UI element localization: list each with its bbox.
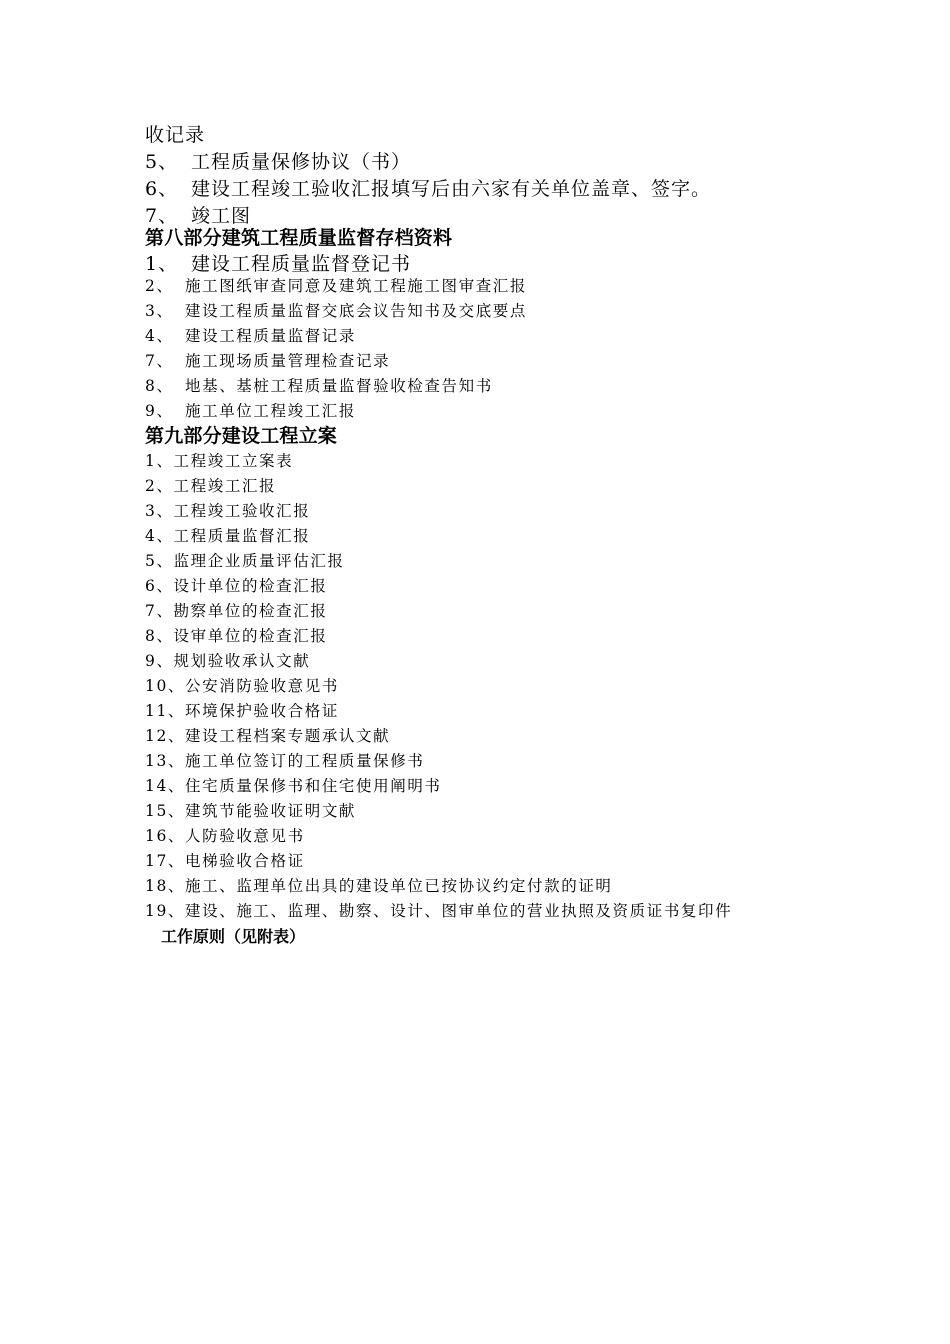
list-item: 16、人防验收意见书 [145,827,305,845]
list-item: 13、施工单位签订的工程质量保修书 [145,752,425,770]
item-text: 建设工程质量监督交底会议告知书及交底要点 [185,302,528,320]
work-principles-heading: 工作原则（见附表） [161,927,306,946]
list-item: 5、监理企业质量评估汇报 [145,552,345,570]
list-item: 2、工程竣工汇报 [145,477,277,495]
part9-list [145,449,925,924]
list-item: 4、工程质量监督汇报 [145,527,311,545]
list-item: 18、施工、监理单位出具的建设单位已按协议约定付款的证明 [145,877,613,895]
list-item: 10、公安消防验收意见书 [145,677,339,695]
list-item: 19、建设、施工、监理、勘察、设计、图审单位的营业执照及资质证书复印件 [145,902,733,920]
list-item [145,324,925,349]
item-text: 建设工程竣工验收汇报填写后由六家有关单位盖章、签字。 [191,178,712,200]
list-item: 12、建设工程档案专题承认文献 [145,727,391,745]
item-text: 施工现场质量管理检查记录 [185,352,391,370]
list-item [145,399,925,424]
item-number: 7、 [145,352,174,370]
continuation-list [145,122,925,230]
item-text: 施工单位工程竣工汇报 [185,402,357,420]
list-item [145,374,925,399]
list-item: 7、勘察单位的检查汇报 [145,602,328,620]
part8-section [145,225,925,278]
list-item: 11、环境保护验收合格证 [145,702,339,720]
part9-heading: 第九部分建设工程立案 [145,425,338,447]
item-text: 建设工程质量监督记录 [185,327,357,345]
item-text: 施工图纸审查同意及建筑工程施工图审查汇报 [185,277,528,295]
item-text: 工程质量保修协议（书） [191,151,412,173]
item-number: 1、 [145,253,179,275]
item-text: 建设工程质量监督登记书 [191,253,412,275]
list-item [145,299,925,324]
list-item [145,176,925,203]
footer-section [145,924,925,950]
list-item: 14、住宅质量保修书和住宅使用阐明书 [145,777,442,795]
item-number: 6、 [145,178,179,200]
list-item [145,149,925,176]
list-item [145,122,925,149]
list-item: 6、设计单位的检查汇报 [145,577,328,595]
list-item: 15、建筑节能验收证明文献 [145,802,357,820]
item-number: 3、 [145,302,174,320]
item-number: 9、 [145,402,174,420]
item-number: 7、 [145,205,179,227]
item-number: 4、 [145,327,174,345]
list-item: 1、工程竣工立案表 [145,452,294,470]
item-text: 竣工图 [191,205,252,227]
list-item [145,274,925,299]
list-item: 8、设审单位的检查汇报 [145,627,328,645]
list-item: 3、工程竣工验收汇报 [145,502,311,520]
part8-list [145,274,925,424]
list-item: 9、规划验收承认文献 [145,652,311,670]
part9-section [145,423,925,449]
list-item: 17、电梯验收合格证 [145,852,305,870]
item-number: 8、 [145,377,174,395]
item-number: 5、 [145,151,179,173]
item-text: 收记录 [145,124,206,146]
list-item [145,349,925,374]
item-number: 2、 [145,277,174,295]
item-text: 地基、基桩工程质量监督验收检查告知书 [185,377,493,395]
part8-heading: 第八部分建筑工程质量监督存档资料 [145,227,453,249]
